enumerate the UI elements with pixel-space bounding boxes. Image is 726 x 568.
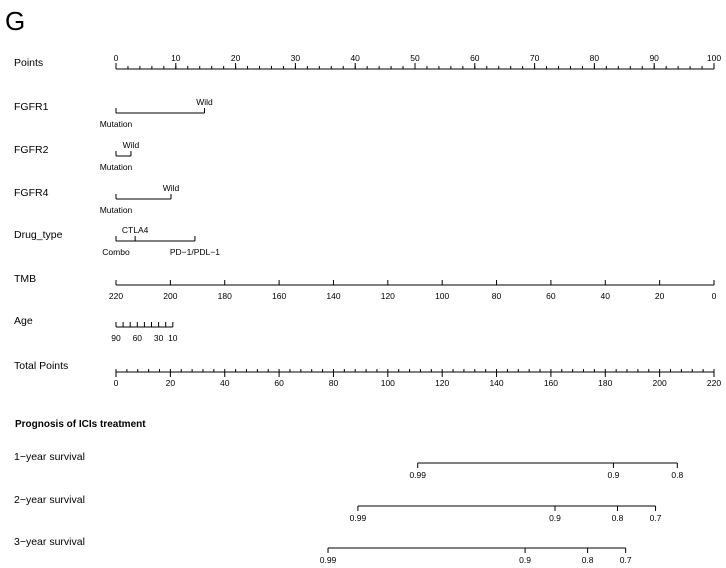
points-tick-label: 80 (589, 53, 600, 63)
surv2-tick-label: 0.9 (549, 513, 561, 523)
drug_type-level-label: Combo (102, 247, 130, 257)
surv3-scale (14, 536, 632, 565)
points-tick-label: 90 (649, 53, 659, 63)
points-tick-label: 100 (706, 53, 722, 63)
tmb-tick-label: 80 (491, 291, 502, 301)
fgfr2-label: FGFR2 (14, 144, 49, 156)
age-tick-label: 30 (153, 333, 164, 343)
nomogram-scales (14, 53, 721, 565)
fgfr2-level-label: Wild (122, 140, 140, 150)
age-scale (14, 315, 178, 343)
total_points-tick-label: 0 (113, 378, 119, 388)
surv2-tick-label: 0.7 (649, 513, 662, 523)
drug_type-scale (14, 225, 220, 257)
points-scale (14, 53, 721, 69)
total_points-label: Total Points (14, 360, 69, 372)
surv2-label: 2−year survival (14, 494, 85, 506)
total_points-tick-label: 160 (543, 378, 559, 388)
tmb-tick-label: 100 (435, 291, 450, 301)
surv2-tick-label: 0.8 (611, 513, 624, 523)
surv1-tick-label: 0.99 (409, 470, 426, 480)
surv2-tick-label: 0.99 (349, 513, 367, 523)
fgfr1-label: FGFR1 (14, 101, 49, 113)
age-tick-label: 10 (168, 333, 178, 343)
total_points-tick-label: 200 (652, 378, 667, 388)
surv1-tick-label: 0.8 (671, 470, 684, 480)
surv1-tick-label: 0.9 (607, 470, 620, 480)
tmb-tick-label: 40 (600, 291, 611, 301)
points-tick-label: 40 (350, 53, 360, 63)
surv2-scale (14, 494, 662, 523)
surv1-scale (14, 451, 683, 480)
panel-letter: G (5, 6, 26, 36)
surv3-tick-label: 0.99 (319, 555, 337, 565)
points-label: Points (14, 57, 44, 69)
surv3-tick-label: 0.7 (619, 555, 632, 565)
tmb-scale (14, 273, 717, 301)
tmb-tick-label: 20 (654, 291, 665, 301)
age-label: Age (14, 315, 33, 327)
surv1-label: 1−year survival (14, 451, 85, 463)
total_points-tick-label: 220 (706, 378, 722, 388)
drug_type-label: Drug_type (14, 229, 63, 241)
points-tick-label: 0 (113, 53, 119, 63)
drug_type-level-label: CTLA4 (121, 225, 149, 235)
fgfr1-scale (14, 97, 213, 129)
tmb-label: TMB (14, 273, 37, 285)
fgfr4-label: FGFR4 (14, 187, 49, 199)
total_points-tick-label: 180 (598, 378, 613, 388)
points-tick-label: 30 (290, 53, 301, 63)
fgfr1-level-label: Mutation (99, 119, 133, 129)
drug_type-level-label: PD−1/PDL−1 (169, 247, 220, 257)
tmb-tick-label: 0 (711, 291, 717, 301)
fgfr4-scale (14, 183, 180, 215)
age-tick-label: 90 (111, 333, 121, 343)
fgfr2-level-label: Mutation (99, 162, 133, 172)
fgfr4-level-label: Mutation (99, 205, 133, 215)
tmb-tick-label: 140 (326, 291, 341, 301)
total_points-scale (14, 360, 721, 388)
age-tick-label: 60 (132, 333, 143, 343)
total_points-tick-label: 40 (219, 378, 230, 388)
section-title: Prognosis of ICIs treatment (15, 419, 146, 430)
points-tick-label: 20 (230, 53, 241, 63)
fgfr1-level-label: Wild (196, 97, 213, 107)
points-tick-label: 70 (529, 53, 540, 63)
points-tick-label: 50 (410, 53, 420, 63)
total_points-tick-label: 100 (380, 378, 395, 388)
surv3-tick-label: 0.9 (519, 555, 532, 565)
total_points-tick-label: 140 (489, 378, 504, 388)
points-tick-label: 60 (470, 53, 480, 63)
tmb-tick-label: 120 (380, 291, 395, 301)
tmb-tick-label: 160 (271, 291, 287, 301)
total_points-tick-label: 20 (165, 378, 176, 388)
tmb-tick-label: 220 (108, 291, 124, 301)
fgfr4-level-label: Wild (162, 183, 180, 193)
tmb-tick-label: 60 (546, 291, 556, 301)
total_points-tick-label: 80 (328, 378, 339, 388)
tmb-tick-label: 200 (163, 291, 178, 301)
surv3-tick-label: 0.8 (581, 555, 594, 565)
fgfr2-scale (14, 140, 139, 172)
total_points-tick-label: 60 (274, 378, 284, 388)
tmb-tick-label: 180 (217, 291, 232, 301)
total_points-tick-label: 120 (435, 378, 450, 388)
surv3-label: 3−year survival (14, 536, 85, 548)
points-tick-label: 10 (171, 53, 181, 63)
